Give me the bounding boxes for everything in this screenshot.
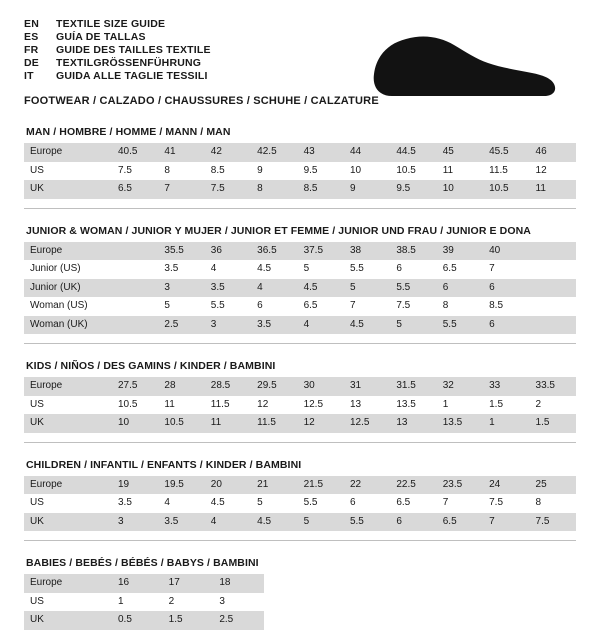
section-title-children: CHILDREN / INFANTIL / ENFANTS / KINDER / BAMBINI <box>26 458 302 471</box>
cell: 12 <box>298 414 344 433</box>
row-label: Europe <box>24 476 112 495</box>
section-title-kids: KIDS / NIÑOS / DES GAMINS / KINDER / BAMBINI <box>26 360 276 372</box>
table-junior-woman <box>24 242 576 335</box>
cell: 45.5 <box>483 143 529 162</box>
row-label: US <box>30 398 44 410</box>
cell: 10.5 <box>396 164 416 176</box>
language-title-fr: GUIDE DES TAILLES TEXTILE <box>56 44 211 56</box>
cell: 3 <box>158 279 204 298</box>
row-label: US <box>30 497 44 508</box>
table-row <box>24 279 576 298</box>
cell: 4.5 <box>210 497 225 508</box>
cell: 7 <box>349 300 356 311</box>
section-babies <box>24 557 576 630</box>
cell: 5 <box>298 513 344 532</box>
cell: 5.5 <box>303 497 318 508</box>
cell: 4.5 <box>251 513 297 532</box>
table-row <box>24 494 576 513</box>
cell: 11 <box>164 398 175 410</box>
cell: 12 <box>535 164 547 176</box>
section-title-junior-woman: JUNIOR & WOMAN / JUNIOR Y MUJER / JUNIOR ET FEMME / JUNIOR UND FRAU / JUNIOR E DONA <box>26 224 531 237</box>
table-row <box>24 162 576 181</box>
cell: 3.5 <box>205 279 251 298</box>
cell: 1.5 <box>163 611 214 630</box>
cell: 9.5 <box>390 180 436 199</box>
cell: 5.5 <box>210 300 225 311</box>
table-row <box>24 297 576 316</box>
row-label: UK <box>24 414 112 433</box>
cell: 21.5 <box>298 476 344 495</box>
table-row <box>24 513 576 532</box>
cell: 4 <box>251 279 297 298</box>
cell: 6 <box>396 263 402 274</box>
section-man <box>24 126 576 209</box>
cell: 6 <box>390 513 436 532</box>
cell: 4.5 <box>298 279 344 298</box>
cell <box>112 260 158 279</box>
language-code-de: DE <box>24 57 39 69</box>
cell: 24 <box>483 476 529 495</box>
cell: 6.5 <box>303 300 318 311</box>
table-children <box>24 476 576 532</box>
cell: 1 <box>118 595 124 607</box>
section-title-babies: BABIES / BEBÉS / BÉBÉS / BABYS / BAMBINI <box>26 557 259 569</box>
cell <box>530 279 576 298</box>
cell: 12.5 <box>344 414 390 433</box>
cell: 7 <box>158 180 204 199</box>
cell: 11.5 <box>210 398 230 410</box>
cell: 6.5 <box>396 497 411 508</box>
cell: 16 <box>112 574 163 593</box>
cell: 10.5 <box>158 414 204 433</box>
cell: 6.5 <box>442 263 457 274</box>
language-code-en: EN <box>24 18 39 30</box>
cell: 9 <box>257 164 263 176</box>
table-babies <box>24 574 264 630</box>
cell: 6 <box>483 279 529 298</box>
cell: 4 <box>210 263 217 274</box>
cell: 11.5 <box>489 164 508 176</box>
cell: 5.5 <box>437 316 483 335</box>
row-label: Europe <box>24 143 112 162</box>
cell: 5 <box>164 300 170 311</box>
cell: 3 <box>205 316 251 335</box>
cell: 9.5 <box>303 164 318 176</box>
cell <box>112 242 158 261</box>
cell: 1.5 <box>530 414 576 433</box>
row-label: UK <box>24 513 112 532</box>
cell: 11.5 <box>251 414 297 433</box>
section-junior-woman <box>24 225 576 345</box>
cell: 18 <box>213 574 264 593</box>
section-kids <box>24 360 576 443</box>
language-title-es: GUÍA DE TALLAS <box>56 31 146 43</box>
table-row <box>24 396 576 415</box>
cell: 8.5 <box>210 164 225 176</box>
cell: 6 <box>437 279 483 298</box>
document-header <box>24 18 576 110</box>
cell: 10.5 <box>483 180 529 199</box>
cell: 10 <box>437 180 483 199</box>
cell <box>112 297 158 316</box>
cell: 23.5 <box>437 476 483 495</box>
row-label: US <box>30 164 44 176</box>
cell: 38 <box>344 242 390 261</box>
cell: 8 <box>442 300 449 311</box>
cell: 28 <box>158 377 204 396</box>
row-label: Europe <box>24 574 112 593</box>
cell: 2 <box>535 398 542 410</box>
cell: 8.5 <box>298 180 344 199</box>
language-title-it: GUIDA ALLE TAGLIE TESSILI <box>56 70 208 82</box>
row-label: Woman (US) <box>30 300 88 311</box>
cell: 5.5 <box>344 513 390 532</box>
cell: 8 <box>251 180 297 199</box>
cell: 44.5 <box>390 143 436 162</box>
cell: 12.5 <box>303 398 324 410</box>
cell: 45 <box>437 143 483 162</box>
cell: 7.5 <box>530 513 576 532</box>
cell: 17 <box>163 574 214 593</box>
row-label: Junior (UK) <box>24 279 112 298</box>
table-kids <box>24 377 576 433</box>
cell <box>530 260 576 279</box>
category-line: FOOTWEAR / CALZADO / CHAUSSURES / SCHUHE / CALZATURE <box>24 95 379 107</box>
row-label: US <box>30 595 44 607</box>
cell: 42.5 <box>251 143 297 162</box>
table-row <box>24 180 576 199</box>
section-children <box>24 459 576 542</box>
cell: 6 <box>257 300 263 311</box>
cell <box>112 316 158 335</box>
cell: 36 <box>205 242 251 261</box>
cell: 13.5 <box>437 414 483 433</box>
table-row <box>24 143 576 162</box>
cell: 5.5 <box>390 279 436 298</box>
cell: 5 <box>390 316 436 335</box>
cell: 4 <box>298 316 344 335</box>
table-row <box>24 414 576 433</box>
cell: 5 <box>257 497 263 508</box>
language-code-fr: FR <box>24 44 39 56</box>
cell: 2.5 <box>158 316 204 335</box>
table-row <box>24 574 264 593</box>
cell: 44 <box>344 143 390 162</box>
cell: 35.5 <box>158 242 204 261</box>
cell: 11 <box>442 164 454 176</box>
table-row <box>24 316 576 335</box>
language-title-en: TEXTILE SIZE GUIDE <box>56 18 166 30</box>
cell: 33.5 <box>530 377 576 396</box>
cell: 30 <box>298 377 344 396</box>
cell: 4 <box>205 513 251 532</box>
cell: 5 <box>344 279 390 298</box>
cell: 19.5 <box>158 476 204 495</box>
section-divider <box>24 540 576 541</box>
cell: 3.5 <box>164 263 179 274</box>
section-title-man: MAN / HOMBRE / HOMME / MANN / MAN <box>26 126 231 138</box>
cell: 6 <box>349 497 356 508</box>
cell: 13 <box>390 414 436 433</box>
cell: 1.5 <box>489 398 504 410</box>
cell: 6.5 <box>112 180 158 199</box>
row-label: Woman (UK) <box>24 316 112 335</box>
cell: 40 <box>483 242 529 261</box>
cell: 1 <box>442 398 449 410</box>
cell: 10.5 <box>118 398 138 410</box>
cell: 25 <box>530 476 576 495</box>
cell: 31 <box>344 377 390 396</box>
dress-shoe-icon <box>362 28 562 106</box>
cell: 7 <box>483 513 529 532</box>
cell: 11 <box>205 414 251 433</box>
cell: 28.5 <box>205 377 251 396</box>
cell: 3.5 <box>118 497 132 508</box>
cell: 29.5 <box>251 377 297 396</box>
cell: 19 <box>112 476 158 495</box>
cell: 8.5 <box>489 300 504 311</box>
cell: 3 <box>112 513 158 532</box>
language-code-it: IT <box>24 70 34 82</box>
cell: 10 <box>349 164 362 176</box>
cell: 3.5 <box>158 513 204 532</box>
row-label: Europe <box>24 242 112 261</box>
cell: 22 <box>344 476 390 495</box>
table-row <box>24 377 576 396</box>
row-label: Junior (US) <box>30 263 81 274</box>
cell: 4.5 <box>344 316 390 335</box>
table-man <box>24 143 576 199</box>
cell: 32 <box>437 377 483 396</box>
cell: 5.5 <box>349 263 364 274</box>
cell: 6 <box>483 316 529 335</box>
cell: 11 <box>530 180 576 199</box>
cell: 13.5 <box>396 398 416 410</box>
language-title-de: TEXTILGRÖSSENFÜHRUNG <box>56 57 202 69</box>
language-code-es: ES <box>24 31 39 43</box>
cell: 37.5 <box>298 242 344 261</box>
cell: 42 <box>205 143 251 162</box>
cell: 3 <box>219 595 225 607</box>
cell: 7 <box>489 263 495 274</box>
cell: 22.5 <box>390 476 436 495</box>
cell: 31.5 <box>390 377 436 396</box>
table-row <box>24 476 576 495</box>
cell: 27.5 <box>112 377 158 396</box>
cell: 6.5 <box>437 513 483 532</box>
cell: 8 <box>164 164 170 176</box>
cell <box>530 242 576 261</box>
cell: 36.5 <box>251 242 297 261</box>
cell: 7.5 <box>205 180 251 199</box>
cell: 39 <box>437 242 483 261</box>
cell: 1 <box>483 414 529 433</box>
cell <box>530 297 576 316</box>
cell: 12 <box>257 398 269 410</box>
cell: 20 <box>205 476 251 495</box>
table-row <box>24 611 264 630</box>
row-label: Europe <box>24 377 112 396</box>
cell: 38.5 <box>390 242 436 261</box>
cell: 10 <box>112 414 158 433</box>
table-row <box>24 593 264 612</box>
cell: 21 <box>251 476 297 495</box>
cell: 2.5 <box>213 611 264 630</box>
cell: 43 <box>298 143 344 162</box>
cell: 46 <box>530 143 576 162</box>
cell: 7.5 <box>118 164 132 176</box>
section-divider <box>24 442 576 443</box>
cell: 7.5 <box>396 300 411 311</box>
row-label: UK <box>24 180 112 199</box>
section-divider <box>24 208 576 209</box>
cell <box>112 279 158 298</box>
cell: 8 <box>535 497 542 508</box>
cell: 41 <box>158 143 204 162</box>
cell: 3.5 <box>251 316 297 335</box>
cell: 13 <box>349 398 362 410</box>
cell: 7 <box>442 497 449 508</box>
cell: 33 <box>483 377 529 396</box>
table-row <box>24 242 576 261</box>
cell <box>530 316 576 335</box>
cell: 40.5 <box>112 143 158 162</box>
section-divider <box>24 343 576 344</box>
row-label: UK <box>24 611 112 630</box>
table-row <box>24 260 576 279</box>
cell: 5 <box>303 263 310 274</box>
cell: 0.5 <box>112 611 163 630</box>
cell: 9 <box>344 180 390 199</box>
cell: 7.5 <box>489 497 504 508</box>
cell: 2 <box>168 595 175 607</box>
cell: 4 <box>164 497 170 508</box>
cell: 4.5 <box>257 263 272 274</box>
